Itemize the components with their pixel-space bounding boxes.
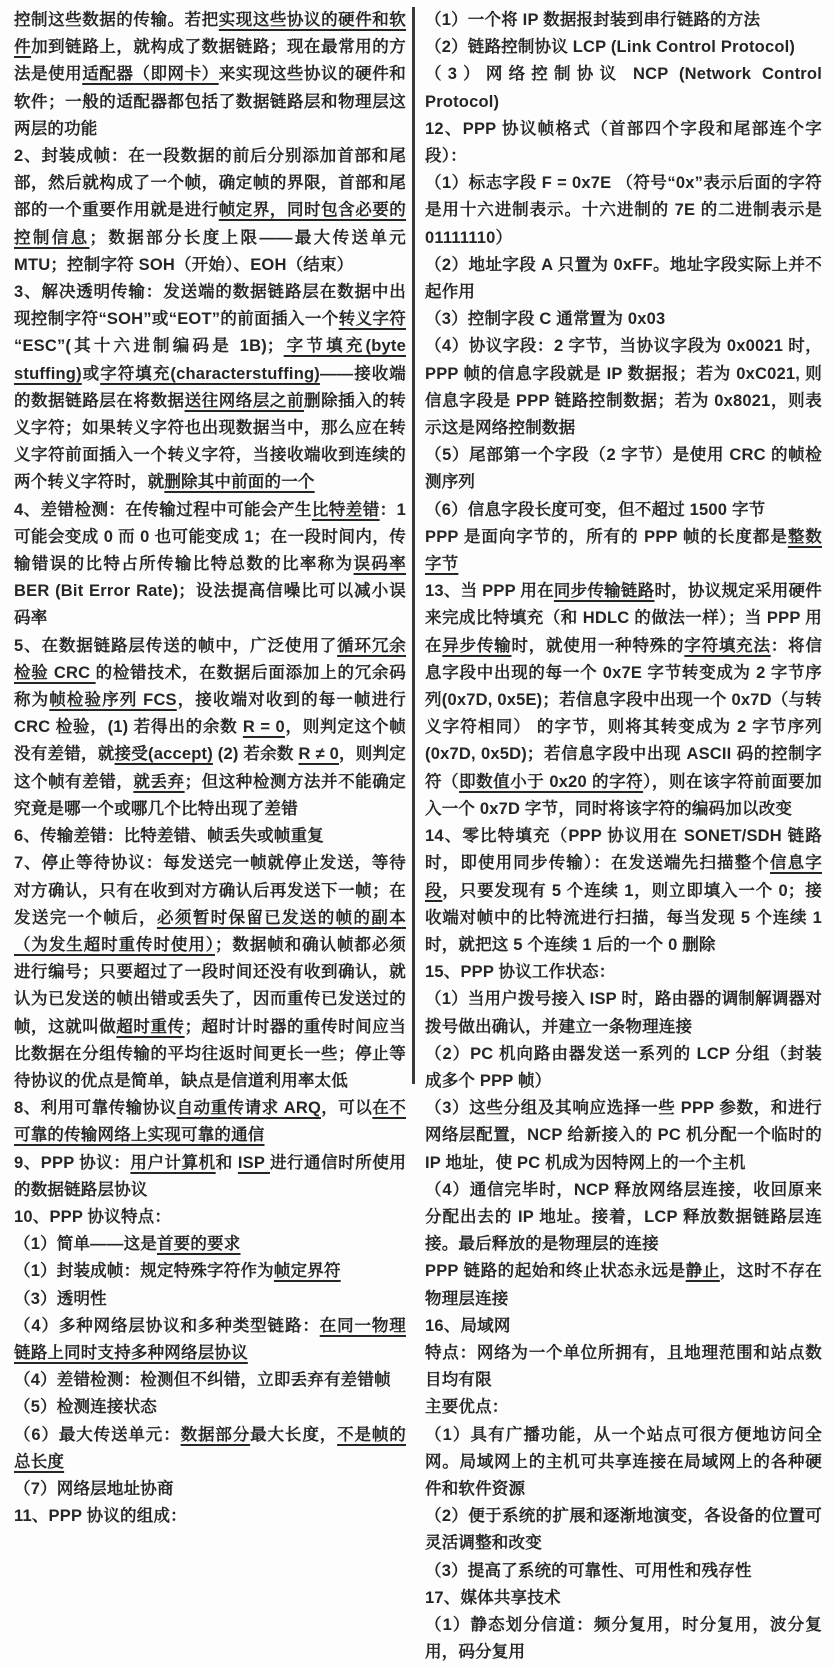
underlined-text: 循环冗余检验 CRC <box>14 636 406 682</box>
underlined-text: 首要的要求 <box>156 1235 241 1254</box>
underlined-text: 送往网络层之前 <box>184 391 305 410</box>
paragraph: （6）最大传送单元：数据部分最大长度，不是帧的总长度 <box>14 1425 406 1471</box>
underlined-text: 静止 <box>685 1262 720 1281</box>
underlined-text: 字节填充(byte stuffing) <box>14 337 406 383</box>
paragraph: （1）标志字段 F = 0x7E （符号“0x”表示后面的字符是用十六进制表示。十六进制的 7E 的二进制表示是 01111110） <box>425 174 822 247</box>
paragraph: 14、零比特填充（PPP 协议用在 SONET/SDH 链路时，即使用同步传输）：在发送端先扫描整个信息字段，只要发现有 5 个连续 1，则立即填入一个 0；接收端对帧中的比特流进行扫描，每当发现 5 个连续 1 时，就把这 5 个连续 1 后的一个 0 删除 <box>425 827 822 954</box>
paragraph: （4）差错检测：检测但不纠错，立即丢弃有差错帧 <box>14 1371 391 1390</box>
paragraph: 16、局域网 <box>425 1316 511 1335</box>
underlined-text: 超时重传 <box>116 1017 185 1036</box>
paragraph: （6）信息字段长度可变，但不超过 1500 字节 <box>425 500 766 519</box>
paragraph: （1）具有广播功能，从一个站点可很方便地访问全网。局域网上的主机可共享连接在局域网上的各种硬件和软件资源 <box>425 1425 822 1498</box>
underlined-text: 用户计算机 <box>130 1153 216 1172</box>
underlined-text: 即数值小于 0x20 的字符 <box>459 772 644 791</box>
underlined-text: 自动重传请求 ARQ <box>176 1099 321 1118</box>
paragraph: 13、当 PPP 用在同步传输链路时，协议规定采用硬件来完成比特填充（和 HDLC 的做法一样）；当 PPP 用在异步传输时，就使用一种特殊的字符填充法：将信息字段中出现的每一个 0x7E 字节转变成为 2 字节序列(0x7D, 0x5E)；若信息字段中出现一个 0x7D（与转义字符相同） 的字节，则将其转变成为 2 字节序列(0x7D, 0x5D)；若信息字段中出现 ASCII 码的控制字符（即数值小于 0x20 的字符），则在该字符前面要加入一个 0x7D 字节，同时将该字符的编码加以改变 <box>425 582 823 818</box>
underlined-text: ISP <box>237 1153 270 1172</box>
underlined-text: R ≠ 0 <box>298 745 339 764</box>
paragraph: （2）便于系统的扩展和逐渐地演变，各设备的位置可灵活调整和改变 <box>425 1507 822 1553</box>
underlined-text: 转义字符 <box>338 310 406 329</box>
underlined-text: 删除其中前面的一个 <box>164 473 315 492</box>
underlined-text: 字符填充法 <box>684 636 771 655</box>
underlined-text: 整数字节 <box>425 527 822 574</box>
paragraph: PPP 是面向字节的，所有的 PPP 帧的长度都是整数字节 <box>425 527 822 574</box>
underlined-text: R = 0 <box>242 718 285 737</box>
underlined-text: 帧检验序列 FCS <box>49 691 177 710</box>
paragraph: 主要优点： <box>425 1398 509 1417</box>
underlined-text: 帧定界，同时包含必要的控制信息 <box>14 201 407 247</box>
underlined-text: 在不可靠的传输网络上实现可靠的通信 <box>14 1099 406 1145</box>
paragraph: （5）检测连接状态 <box>14 1398 157 1417</box>
left-column <box>14 7 407 1526</box>
underlined-text: 不是帧的总长度 <box>14 1425 406 1471</box>
underlined-text: 适配器（即网卡） <box>82 65 219 84</box>
paragraph: （1）一个将 IP 数据报封装到串行链路的方法 <box>425 11 761 29</box>
underlined-text: 必须暂时保留已发送的帧的副本（为发生超时重传时使用） <box>14 908 406 954</box>
paragraph: PPP 链路的起始和终止状态永远是静止，这时不存在物理层连接 <box>425 1262 823 1308</box>
underlined-text: 接受(accept) <box>114 745 213 764</box>
paragraph: （2）链路控制协议 LCP (Link Control Protocol) <box>425 38 796 57</box>
paragraph: 控制这些数据的传输。若把实现这些协议的硬件和软件加到链路上，就构成了数据链路；现在最常用的方法是使用适配器（即网卡）来实现这些协议的硬件和软件；一般的适配器都包括了数据链路层和物理层这两层的功能 <box>14 11 407 138</box>
paragraph: （1）简单——这是首要的要求 <box>14 1235 241 1254</box>
right-column <box>425 7 823 1662</box>
paragraph: 特点：网络为一个单位所拥有，且地理范围和站点数目均有限 <box>425 1343 822 1390</box>
paragraph: 4、差错检测：在传输过程中可能会产生比特差错：1 可能会变成 0 而 0 也可能变成 1；在一段时间内，传输错误的比特占所传输比特总数的比率称为误码率 BER (Bit Error Rate)；设法提高信噪比可以减小误码率 <box>14 500 407 628</box>
paragraph: 12、PPP 协议帧格式（首部四个字段和尾部连个字段）： <box>425 119 822 166</box>
paragraph: （3）透明性 <box>14 1289 107 1308</box>
paragraph: （4）多种网络层协议和多种类型链路：在同一物理链路上同时支持多种网络层协议 <box>14 1316 407 1362</box>
paragraph: （2）地址字段 A 只置为 0xFF。地址字段实际上并不起作用 <box>425 255 822 302</box>
column-divider <box>412 7 415 1084</box>
paragraph: 5、在数据链路层传送的帧中，广泛使用了循环冗余检验 CRC 的检错技术，在数据后面添加上的冗余码称为帧检验序列 FCS，接收端对收到的每一帧进行 CRC 检验，(1) 若得出的余数 R = 0，则判定这个帧没有差错，就接受(accept) (2) 若余数 R ≠ 0，则判定这个帧有差错，就丢弃；但这种检测方法并不能确定究竟是哪一个或哪几个比特出现了差错 <box>14 636 406 818</box>
underlined-text: 信息字段 <box>425 854 822 900</box>
paragraph: 8、利用可靠传输协议自动重传请求 ARQ，可以在不可靠的传输网络上实现可靠的通信 <box>14 1099 406 1145</box>
underlined-text: 异步传输 <box>442 636 512 655</box>
paragraph: 10、PPP 协议特点： <box>14 1207 172 1226</box>
paragraph: （5）尾部第一个字段（2 字节）是使用 CRC 的帧检测序列 <box>425 446 822 492</box>
paragraph: 7、停止等待协议：每发送完一帧就停止发送，等待对方确认，只有在收到对方确认后再发送下一帧；在发送完一个帧后，必须暂时保留已发送的帧的副本（为发生超时重传时使用）；数据帧和确认帧都必须进行编号；只要超过了一段时间还没有收到确认，就认为已发送的帧出错或丢失了，因而重传已发送过的帧，这就叫做超时重传；超时计时器的重传时间应当比数据在分组传输的平均往返时间更长一些；停止等待协议的优点是简单，缺点是信道利用率太低 <box>14 854 407 1090</box>
underlined-text: 同步传输链路 <box>553 582 655 601</box>
underlined-text: 比特差错 <box>311 500 380 519</box>
paragraph: 15、PPP 协议工作状态： <box>425 963 616 982</box>
underlined-text: 误码率 <box>353 555 406 574</box>
underlined-text: 在同一物理链路上同时支持多种网络层协议 <box>14 1316 407 1362</box>
paragraph: （3）网络控制协议 NCP (Network Control Protocol) <box>425 65 822 111</box>
underlined-text: 字符填充(characterstuffing) <box>100 364 320 383</box>
paragraph: （3）提高了系统的可靠性、可用性和残存性 <box>425 1561 752 1580</box>
paragraph: （1）封装成帧：规定特殊字符作为帧定界符 <box>14 1262 341 1281</box>
paragraph: （2）PC 机向路由器发送一系列的 LCP 分组（封装成多个 PPP 帧） <box>425 1044 822 1090</box>
paragraph: 11、PPP 协议的组成： <box>14 1507 187 1526</box>
paragraph: （1）静态划分信道：频分复用，时分复用，波分复用，码分复用 <box>425 1615 822 1662</box>
paragraph: （4）通信完毕时，NCP 释放网络层连接，收回原来分配出去的 IP 地址。接着，LCP 释放数据链路层连接。最后释放的是物理层的连接 <box>425 1180 822 1254</box>
paragraph: 3、解决透明传输：发送端的数据链路层在数据中出现控制字符“SOH”或“EOT”的前面插入一个转义字符“ESC”(其十六进制编码是 1B)；字节填充(byte stuffing)或字符填充(characterstuffing)——接收端的数据链路层在将数据送往网络层之前删除插入的转义字符；如果转义字符也出现数据当中，那么应在转义字符前面插入一个转义字符，当接收端收到连续的两个转义字符时，就删除其中前面的一个 <box>14 283 407 492</box>
paragraph: 9、PPP 协议：用户计算机和 ISP 进行通信时所使用的数据链路层协议 <box>14 1153 407 1199</box>
paragraph: （1）当用户拨号接入 ISP 时，路由器的调制解调器对拨号做出确认，并建立一条物理连接 <box>425 990 822 1036</box>
paragraph: （3）控制字段 C 通常置为 0x03 <box>425 310 666 329</box>
underlined-text: 就丢弃 <box>133 772 185 791</box>
paragraph: （3）这些分组及其响应选择一些 PPP 参数，和进行网络层配置，NCP 给新接入的 PC 机分配一个临时的 IP 地址，使 PC 机成为因特网上的一个主机 <box>425 1099 822 1172</box>
paragraph: 6、传输差错：比特差错、帧丢失或帧重复 <box>14 827 324 846</box>
paragraph: 17、媒体共享技术 <box>425 1588 561 1607</box>
underlined-text: 数据部分 <box>180 1425 251 1444</box>
paragraph: （4）协议字段：2 字节，当协议字段为 0x0021 时，PPP 帧的信息字段就是 IP 数据报；若为 0xC021, 则信息字段是 PPP 链路控制数据；若为 0x8021，则表示这是网络控制数据 <box>425 337 822 438</box>
paragraph: 2、封装成帧：在一段数据的前后分别添加首部和尾部，然后就构成了一个帧，确定帧的界限，首部和尾部的一个重要作用就是进行帧定界，同时包含必要的控制信息；数据部分长度上限——最大传送单元 MTU；控制字符 SOH（开始）、EOH（结束） <box>14 147 407 274</box>
underlined-text: 实现这些协议的硬件和软件 <box>14 11 407 57</box>
paragraph: （7）网络层地址协商 <box>14 1479 174 1498</box>
underlined-text: 帧定界符 <box>273 1262 341 1281</box>
